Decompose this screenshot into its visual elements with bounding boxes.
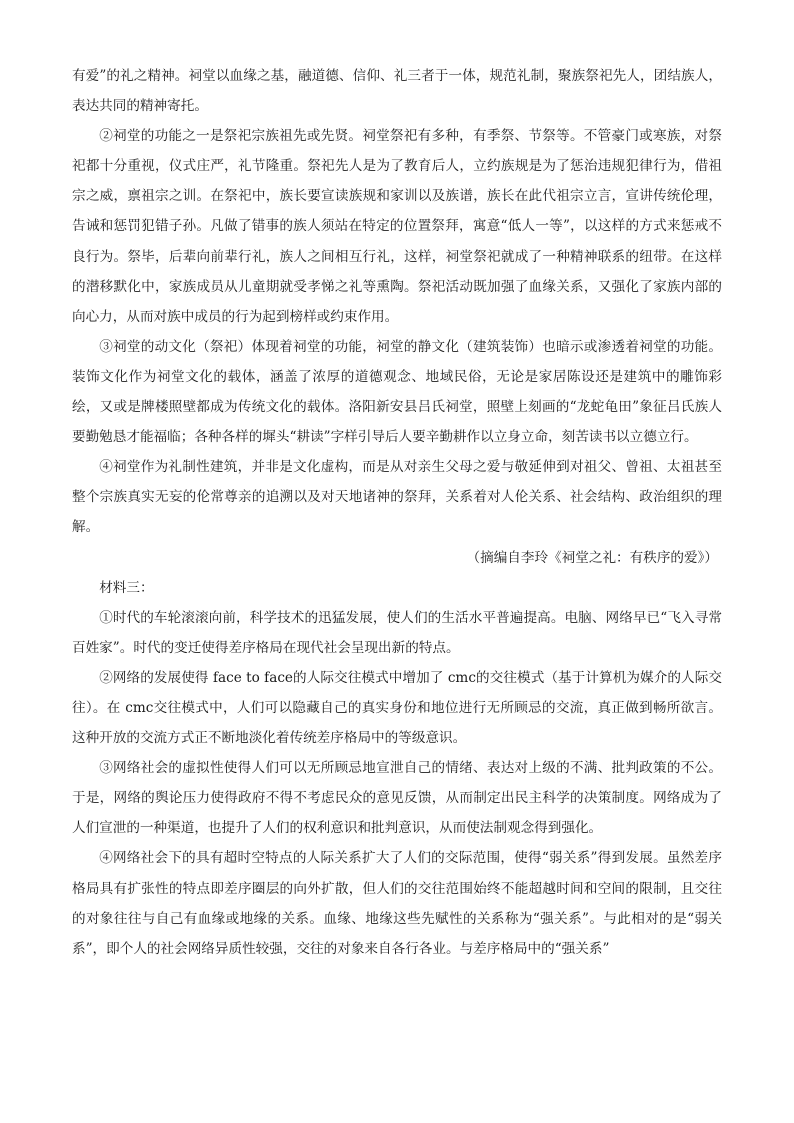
paragraph-continuation: 有爱”的礼之精神。祠堂以血缘之基，融道德、信仰、礼三者于一体，规范礼制，聚族祭祀先人，团结族人，表达共同的精神寄托。 (72, 68, 722, 115)
source-citation: （摘编自李玲《祠堂之礼：有秩序的爱》） (466, 549, 718, 566)
paragraph-4-ritual-architecture: ④祠堂作为礼制性建筑，并非是文化虚构，而是从对亲生父母之爱与敬延伸到对祖父、曾祖、太祖甚至整个宗族真实无妄的伦常尊亲的追溯以及对天地诸神的祭拜，关系着对人伦关系、社会结构、政治组织的理解。 (72, 459, 722, 536)
paragraph-2-ancestor-worship: ②祠堂的功能之一是祭祀宗族祖先或先贤。祠堂祭祀有多种，有季祭、节祭等。不管豪门或寒族，对祭祀都十分重视，仪式庄严，礼节隆重。祭祀先人是为了教育后人，立约族规是为了惩治违规犯律行为，借祖宗之威，禀祖宗之训。在祭祀中，族长要宣读族规和家训以及族谱，族长在此代祖宗立言，宣讲传统伦理，告诫和惩罚犯错子孙。凡做了错事的族人须站在特定的位置祭拜，寓意“低人一等”，以这样的方式来惩戒不良行为。祭毕，后辈向前辈行礼，族人之间相互行礼，这样，祠堂祭祀就成了一种精神联系的纽带。在这样的潜移默化中，家族成员从儿童期就受孝悌之礼等熏陶。祭祀活动既加强了血缘关系，又强化了家族内部的向心力，从而对族中成员的行为起到榜样或约束作用。 (72, 128, 722, 325)
paragraph-3-dynamic-static-culture: ③祠堂的动文化（祭祀）体现着祠堂的功能，祠堂的静文化（建筑装饰）也暗示或渗透着祠堂的功能。装饰文化作为祠堂文化的载体，涵盖了浓厚的道德观念、地域民俗，无论是家居陈设还是建筑中的雕饰彩绘，又或是牌楼照壁都成为传统文化的载体。洛阳新安县吕氏祠堂，照壁上刻画的“龙蛇龟田”象征吕氏族人要勤勉恳才能福临；各种各样的墀头“耕读”字样引导后人要辛勤耕作以立身立命，刻苦读书以立德立行。 (72, 338, 722, 446)
paragraph-m3-4: ④网络社会下的具有超时空特点的人际关系扩大了人们的交际范围，使得“弱关系”得到发展。虽然差序格局具有扩张性的特点即差序圈层的向外扩散，但人们的交往范围始终不能超越时间和空间的限制，且交往的对象往往与自己有血缘或地缘的关系。血缘、地缘这些先赋性的关系称为“强关系”。与此相对的是“弱关系”，即个人的社会网络异质性较强，交往的对象来自各行各业。与差序格局中的“强关系” (72, 850, 722, 957)
document-body (72, 61, 722, 964)
paragraph-m3-1: ①时代的车轮滚滚向前，科学技术的迅猛发展，使人们的生活水平普遍提高。电脑、网络早已“飞入寻常百姓家”。时代的变迁使得差序格局在现代社会呈现出新的特点。 (72, 609, 722, 656)
paragraph-m3-2: ②网络的发展使得 face to face的人际交往模式中增加了 cmc的交往模式（基于计算机为媒介的人际交往）。在 cmc交往模式中，人们可以隐藏自己的真实身份和地位进行无所顾忌的交流，真正做到畅所欲言。这种开放的交流方式正不断地淡化着传统差序格局中的等级意识。 (72, 669, 722, 747)
material-three-heading: 材料三： (99, 579, 154, 596)
paragraph-m3-3: ③网络社会的虚拟性使得人们可以无所顾忌地宣泄自己的情绪、表达对上级的不满、批判政策的不公。于是，网络的舆论压力使得政府不得不考虑民众的意见反馈，从而制定出民主科学的决策制度。网络成为了人们宣泄的一种渠道，也提升了人们的权利意识和批判意识，从而使法制观念得到强化。 (72, 760, 722, 837)
